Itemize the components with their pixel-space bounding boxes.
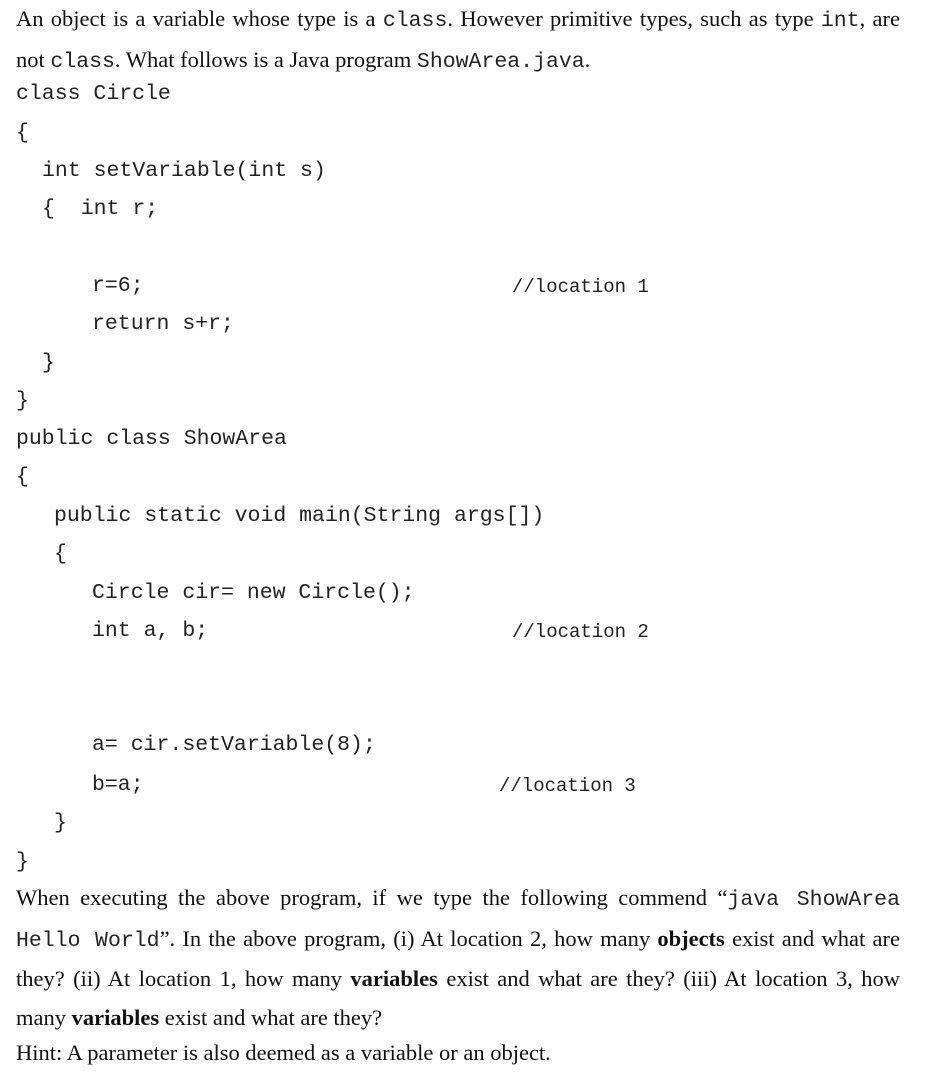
intro-text-5: . (584, 46, 591, 72)
hint-text: Hint: A parameter is also deemed as a variable or an object. (16, 1040, 551, 1065)
question-bold-variables-2: variables (71, 1004, 160, 1030)
code-line-b-assign: b=a; (92, 773, 144, 797)
question-text-5: exist and what are they? (159, 1004, 383, 1030)
question-text-2: ”. In the above program, (i) At location 2, how many (159, 925, 658, 951)
intro-code-filename: ShowArea.java (416, 49, 585, 74)
code-line-close-brace-main: } (54, 811, 67, 835)
question-code-command: java ShowArea Hello World (16, 888, 900, 953)
code-line-r-assign: r=6; (92, 274, 144, 298)
intro-text-1: An object is a variable whose type is a (16, 6, 383, 31)
question-text-3: exist and what are they? (ii) At location 1, how many (16, 925, 901, 992)
question-paragraph (16, 879, 900, 1037)
code-line-open-brace-main: { (54, 542, 67, 566)
question-bold-variables-1: variables (350, 966, 438, 992)
code-line-close-brace-method: } (42, 351, 55, 375)
code-line-public-class: public class ShowArea (16, 427, 287, 451)
code-comment-location-1: //location 1 (512, 276, 649, 298)
question-bold-objects: objects (657, 925, 725, 951)
intro-text-2: . However primitive types, such as type (447, 6, 821, 31)
intro-text-4: . What follows is a Java program (114, 46, 417, 72)
code-line-int-r: { int r; (42, 197, 159, 221)
code-line-int-a-b: int a, b; (92, 619, 209, 643)
code-line-open-brace-1: { (16, 121, 29, 145)
code-comment-location-2: //location 2 (512, 621, 649, 643)
code-line-close-brace-class: } (16, 389, 29, 413)
code-line-main-signature: public static void main(String args[]) (54, 504, 545, 528)
question-text-4: exist and what are they? (iii) At location 3, how many (16, 966, 901, 1030)
code-line-class-circle: class Circle (16, 82, 171, 106)
code-line-method-signature: int setVariable(int s) (42, 159, 326, 183)
intro-code-class-1: class (382, 9, 448, 33)
code-line-a-assign: a= cir.setVariable(8); (92, 733, 376, 757)
question-text-1: When executing the above program, if we type the following commend “ (16, 885, 728, 910)
code-line-new-circle: Circle cir= new Circle(); (92, 581, 415, 605)
code-line-close-brace-showarea: } (16, 850, 29, 874)
code-line-return: return s+r; (92, 312, 234, 336)
intro-code-class-2: class (50, 49, 115, 74)
intro-paragraph (16, 0, 900, 81)
intro-text-3: , are not (16, 6, 900, 72)
code-comment-location-3: //location 3 (499, 775, 636, 797)
code-line-open-brace-2: { (16, 465, 29, 489)
intro-code-int: int (820, 9, 860, 33)
